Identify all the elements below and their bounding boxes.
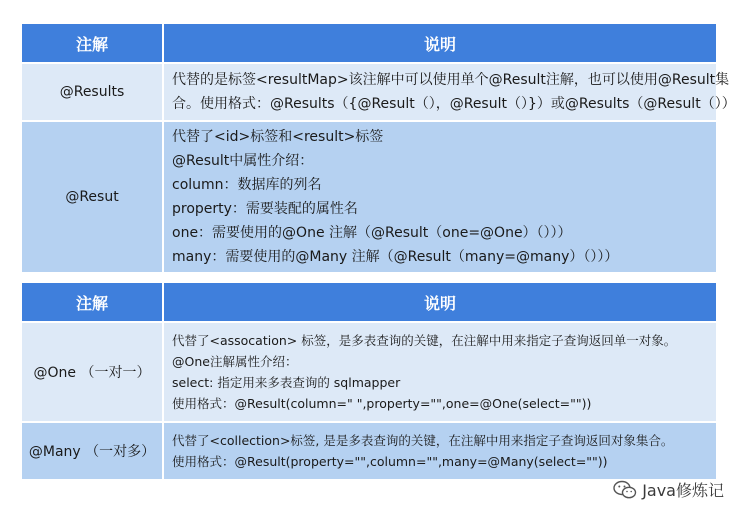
watermark: [613, 478, 724, 501]
table-row: [21, 422, 717, 480]
table-header-row: [21, 282, 717, 322]
description-line: one：需要使用的@One 注解（@Result（one=@One）（）））: [172, 225, 572, 241]
table-row: [21, 322, 717, 422]
annotation-description: [163, 121, 717, 273]
header-description: 说明: [163, 282, 717, 322]
annotation-name: @One （一对一）: [21, 322, 163, 422]
annotation-description: [163, 422, 717, 480]
description-line: 使用格式：@Result(column=" ",property="",one=@One(select="")): [172, 396, 592, 411]
description-line: 代替的是标签<resultMap>该注解中可以使用单个@Result注解，也可以使用@Result集: [172, 72, 730, 88]
description-line: @Result中属性介绍：: [172, 153, 314, 169]
watermark-text: Java修炼记: [642, 481, 724, 500]
annotation-name: @Results: [21, 63, 163, 121]
annotation-name: @Many （一对多）: [21, 422, 163, 480]
table-row: [21, 121, 717, 273]
header-annotation: 注解: [21, 282, 163, 322]
annotation-table-associations: [20, 281, 718, 481]
description-line: 代替了<collection>标签, 是是多表查询的关键，在注解中用来指定子查询返回对象集合。: [172, 433, 674, 448]
description-line: 合。使用格式：@Results（{@Result（），@Result（）}）或@Results（@Result（））: [172, 96, 736, 112]
header-annotation: 注解: [21, 23, 163, 63]
description-line: 代替了<id>标签和<result>标签: [172, 129, 384, 145]
description-line: 使用格式：@Result(property="",column="",many=@Many(select="")): [172, 454, 608, 469]
annotation-description: [163, 63, 736, 121]
table-header-row: [21, 23, 717, 63]
description-line: @One注解属性介绍：: [172, 354, 298, 369]
description-line: column：数据库的列名: [172, 177, 322, 193]
description-line: select: 指定用来多表查询的 sqlmapper: [172, 375, 401, 390]
annotation-description: [163, 322, 717, 422]
description-line: 代替了<assocation> 标签，是多表查询的关键，在注解中用来指定子查询返回单一对象。: [172, 333, 677, 348]
description-line: property：需要装配的属性名: [172, 201, 358, 217]
description-line: many：需要使用的@Many 注解（@Result（many=@many）（）））: [172, 249, 619, 265]
wechat-icon: [613, 480, 637, 500]
header-description: 说明: [163, 23, 717, 63]
annotation-table-results: [20, 22, 736, 274]
table-row: [21, 63, 717, 121]
annotation-name: @Resut: [21, 121, 163, 273]
